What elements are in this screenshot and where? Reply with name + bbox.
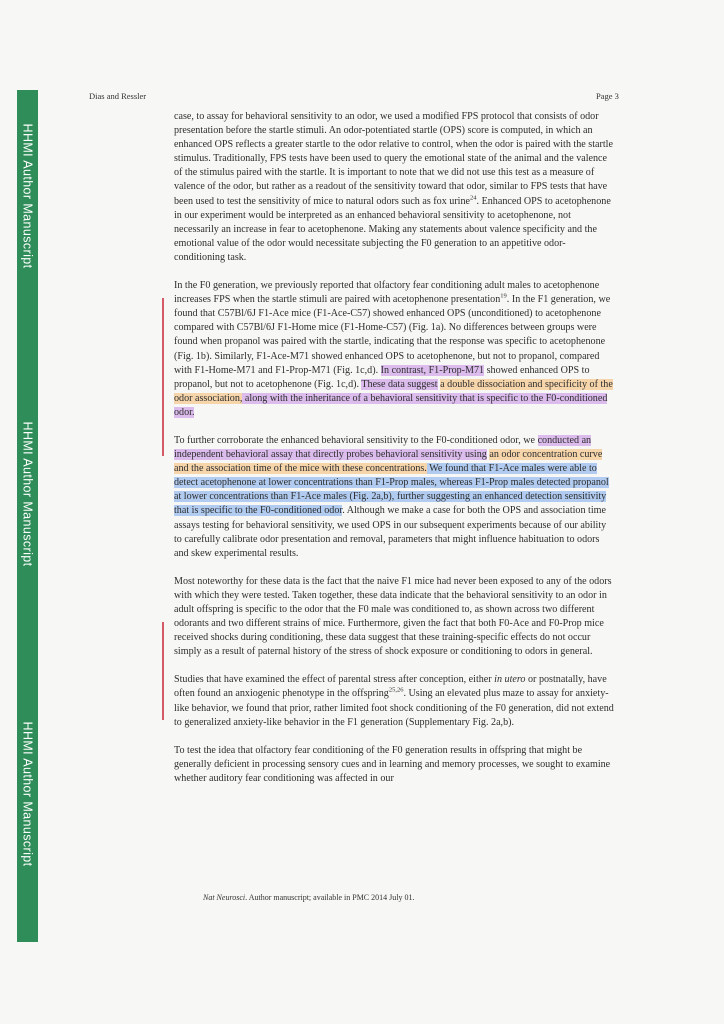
paragraph-1: case, to assay for behavioral sensitivity to an odor, we used a modified FPS protocol that consists of odor presentation before the startle stimuli. An odor-potentiated startle (OPS) score is computed, in which an enhanced OPS reflects a greater startle to the odor relative to control, when the odor is paired with the startle stimulus. Traditionally, FPS tests have been used to query the emotional state of the animal and the valence of the stimulus paired with the startle. It is important to note that we did not use this test as a measure of valence of the odor, but rather as a readout of the sensitivity toward that odor, similar to FPS tests that have been used to test the sensitivity of mice to natural odors such as fox urine$^{24}$. Enhanced OPS to acetophenone in our experiment would be interpreted as an enhanced behavioral sensitivity to acetophenone, not necessarily an increase in fear to acetophenone. Making any statements about valence specificity and the emotional value of the odor would necessitate subjecting the F0 generation to an appetitive odor-conditioning task. [174, 111, 613, 263]
footer-citation: Nat Neurosci. Author manuscript; available in PMC 2014 July 01. [203, 893, 415, 902]
hhmi-sidebar-band [17, 90, 38, 942]
sidebar-label-2: HHMI Author Manuscript [20, 421, 35, 567]
highlight-blue: We found that F1-Ace males were able to detect acetophenone at lower concentrations than F1-Prop males, whereas F1-Prop males detected propanol at lower concentrations than F1-Ace males (Fig. 2a,b), further suggesting an enhanced detection sensitivity that is specific to the F0-conditioned odor [174, 463, 609, 517]
paragraph-2: In the F0 generation, we previously reported that olfactory fear conditioning adult males to acetophenone increases FPS when the startle stimuli are paired with acetophenone presentation$^{19}$. In the F1 generation, we found that C57Bl/6J F1-Ace mice (F1-Ace-C57) showed enhanced OPS (unconditioned) to acetophenone compared with C57Bl/6J F1-Home mice (F1-Home-C57) (Fig. 1a). No differences between groups were found when propanol was paired with the startle, indicating that the response was specific to acetophenone (Fig. 1b). Similarly, F1-Ace-M71 showed enhanced OPS to acetophenone, but not to propanol, compared with F1-Home-M71 and F1-Prop-M71 (Fig. 1c,d). In contrast, F1-Prop-M71 showed enhanced OPS to propanol, but not to acetophenone (Fig. 1c,d). These data suggest a double dissociation and specificity of the odor association, along with the inheritance of a behavioral sensitivity that is specific to the F0-conditioned odor. [174, 280, 613, 418]
paragraph-3: To further corroborate the enhanced behavioral sensitivity to the F0-conditioned odor, we conducted an independent behavioral assay that directly probes behavioral sensitivity using an odor concentration curve and the association time of the mice with these concentrations. We found that F1-Ace males were able to detect acetophenone at lower concentrations than F1-Prop males, whereas F1-Prop males detected propanol at lower concentrations than F1-Ace males (Fig. 2a,b), further suggesting an enhanced detection sensitivity that is specific to the F0-conditioned odor. Although we make a case for both the OPS and association time assays testing for behavioral sensitivity, we used OPS in our subsequent experiments because of our ability to carefully calibrate odor presentation and removal, parameters that might influence habituation to odors and skew experimental results. [174, 434, 609, 559]
highlight-purple: along with the inheritance of a behavioral sensitivity that is specific to the F0-conditioned odor. [174, 392, 608, 418]
highlight-orange: a double dissociation and specificity of the odor association, [174, 378, 613, 404]
page-number: Page 3 [596, 91, 619, 101]
running-head-authors: Dias and Ressler [89, 91, 147, 101]
change-bar-1 [162, 298, 164, 456]
highlight-orange: an odor concentration curve and the association time of the mice with these concentrations. [174, 449, 603, 475]
paragraph-4: Most noteworthy for these data is the fact that the naive F1 mice had never been exposed to any of the odors with which they were tested. Taken together, these data indicate that the behavioral sensitivity to an odor in adult offspring is specific to the odor that the F0 male was conditioned to, as shown across two different odorants and two different strains of mice. Furthermore, given the fact that both F0-Ace and F0-Prop mice received shocks during conditioning, these data suggest that these training-specific effects do not occur simply as a result of paternal history of the stress of shock exposure or conditioning to odors in general. [174, 575, 612, 658]
body-text [174, 110, 614, 800]
sidebar-label-1: HHMI Author Manuscript [20, 123, 35, 269]
highlight-purple: In contrast, F1-Prop-M71 [380, 364, 485, 376]
paragraph-5: Studies that have examined the effect of parental stress after conception, either in utero or postnatally, have often found an anxiogenic phenotype in the offspring$^{25,26}$. Using an elevated plus maze to assay for anxiety-like behavior, we found that prior, rather limited foot shock conditioning of the F0 generation, did not extend to generalized anxiety-like behavior in the F1 generation (Supplementary Fig. 2a,b). [174, 674, 614, 728]
highlight-purple: These data suggest [361, 378, 438, 390]
sidebar-label-3: HHMI Author Manuscript [20, 721, 35, 867]
highlight-purple: conducted an independent behavioral assay that directly probes behavioral sensitivity using [174, 434, 592, 461]
change-bar-2 [162, 622, 164, 720]
paragraph-6: To test the idea that olfactory fear conditioning of the F0 generation results in offspring that might be generally deficient in processing sensory cues and in learning and memory processes, we sought to examine whether auditory fear conditioning was affected in our [174, 744, 611, 784]
